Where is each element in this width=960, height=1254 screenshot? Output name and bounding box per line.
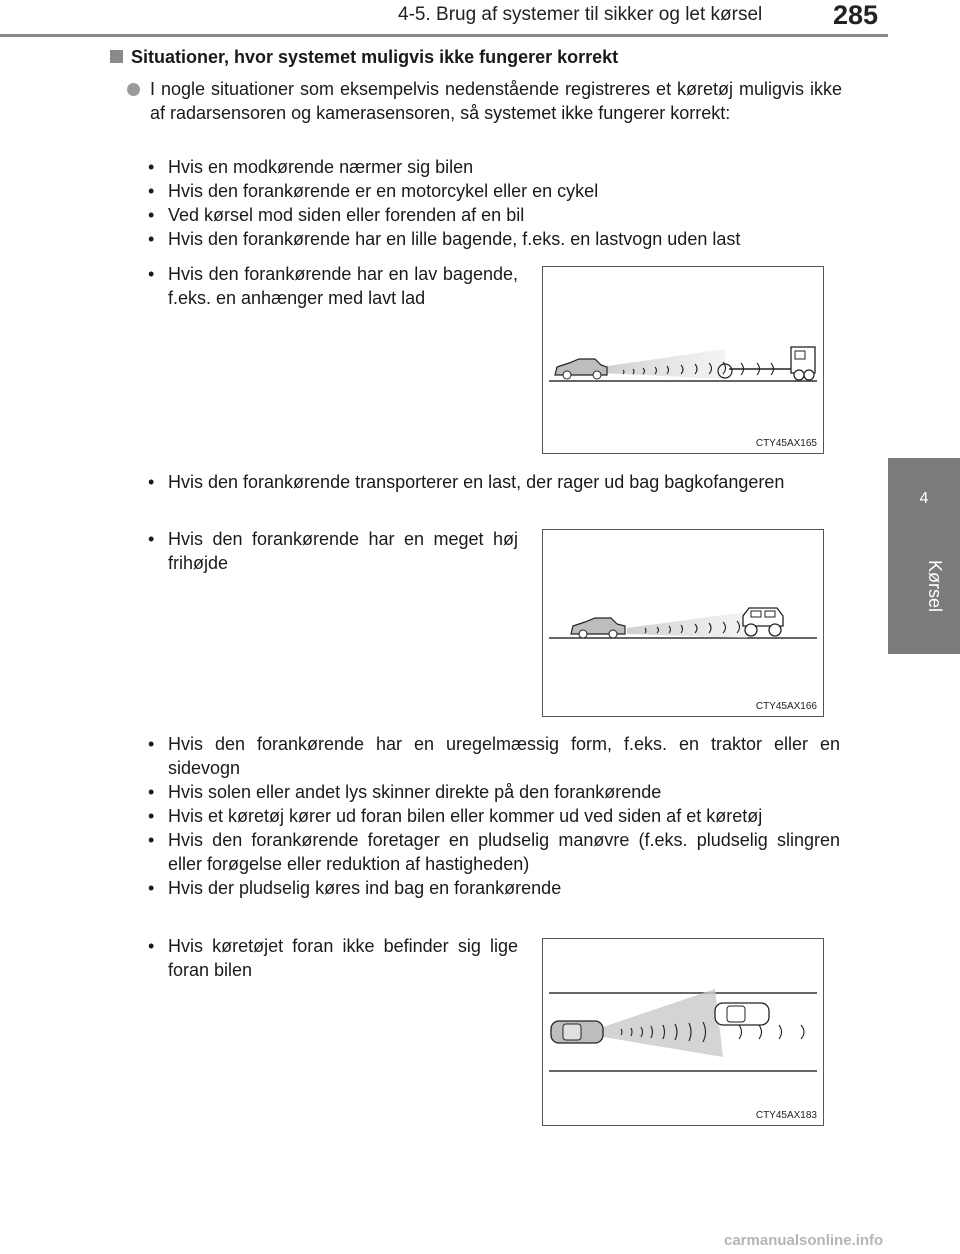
figure-code: CTY45AX165 <box>755 438 817 449</box>
chapter-number: 4 <box>919 490 929 507</box>
bullet-list-low-rear <box>148 262 518 310</box>
figure-high-clearance <box>542 529 824 717</box>
circle-bullet-icon <box>127 83 140 96</box>
section-heading-text: Situationer, hvor systemet muligvis ikke fungerer korrekt <box>131 47 619 67</box>
header-divider <box>0 34 888 37</box>
figure-code: CTY45AX166 <box>755 701 817 712</box>
list-item: • Hvis den forankørende har en lille bagende, f.eks. en lastvogn uden last <box>148 227 840 251</box>
list-item: • Hvis den forankørende foretager en pludselig manøvre (f.eks. pludselig slingren eller forøgelse eller reduktion af hastigheden) <box>148 828 840 876</box>
figure-low-trailer <box>542 266 824 454</box>
car-with-offset-vehicle-top-view-illustration <box>543 939 823 1125</box>
page-number: 285 <box>833 0 879 30</box>
bullet-list-cargo <box>148 470 840 494</box>
list-item: • Hvis solen eller andet lys skinner direkte på den forankørende <box>148 780 840 804</box>
list-item: • Hvis den forankørende er en motorcykel eller en cykel <box>148 179 840 203</box>
intro-paragraph <box>130 77 842 125</box>
bullet-list-high-clearance <box>148 527 518 575</box>
footer-logo: carmanualsonline.info <box>724 1232 884 1249</box>
square-bullet-icon <box>110 50 123 63</box>
header-title: 4-5. Brug af systemer til sikker og let kørsel <box>398 4 763 25</box>
figure-code: CTY45AX183 <box>755 1110 817 1121</box>
section-heading <box>110 47 618 68</box>
bullet-list-2 <box>148 732 840 900</box>
list-item: • Hvis den forankørende har en lav bagende, f.eks. en anhænger med lavt lad <box>148 262 518 310</box>
bullet-list-1 <box>148 155 840 251</box>
list-item: • Hvis der pludselig køres ind bag en forankørende <box>148 876 840 900</box>
figure-offset-vehicle <box>542 938 824 1126</box>
car-behind-high-clearance-vehicle-illustration <box>543 530 823 716</box>
list-item: • Hvis den forankørende transporterer en last, der rager ud bag bagkofangeren <box>148 470 840 494</box>
list-item: • Hvis den forankørende har en uregelmæssig form, f.eks. en traktor eller en sidevogn <box>148 732 840 780</box>
intro-text: I nogle situationer som eksempelvis nedenstående registreres et køretøj muligvis ikke af radarsensoren og kamerasensoren, så systemet ikke fungerer korrekt: <box>150 79 842 123</box>
chapter-tab <box>888 458 960 654</box>
list-item: • Hvis køretøjet foran ikke befinder sig lige foran bilen <box>148 934 518 982</box>
list-item: • Hvis en modkørende nærmer sig bilen <box>148 155 840 179</box>
list-item: • Hvis den forankørende har en meget høj frihøjde <box>148 527 518 575</box>
car-behind-low-trailer-illustration <box>543 267 823 453</box>
bullet-list-offset <box>148 934 518 982</box>
chapter-label: Kørsel <box>925 560 945 613</box>
list-item: • Hvis et køretøj kører ud foran bilen eller kommer ud ved siden af et køretøj <box>148 804 840 828</box>
list-item: • Ved kørsel mod siden eller forenden af en bil <box>148 203 840 227</box>
